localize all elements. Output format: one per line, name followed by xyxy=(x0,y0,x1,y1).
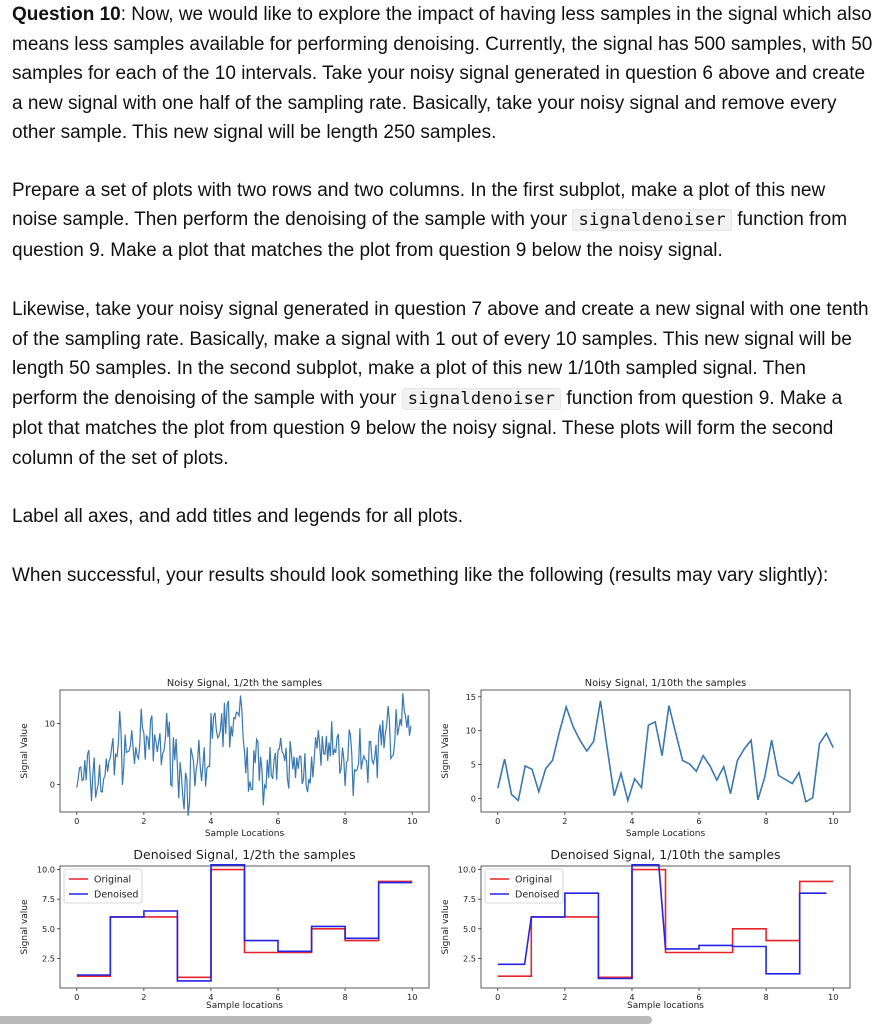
x-tick-label: 4 xyxy=(208,816,214,826)
x-tick-label: 8 xyxy=(763,992,769,1002)
x-tick-label: 2 xyxy=(141,992,147,1002)
x-tick-label: 6 xyxy=(696,992,702,1002)
x-axis-label-2: Sample locations xyxy=(205,1001,284,1011)
x-tick-label: 6 xyxy=(696,816,702,826)
y-tick-label: 0 xyxy=(470,793,476,804)
y-axis-label-1: Signal Value xyxy=(441,723,451,779)
x-tick-label: 10 xyxy=(407,992,418,1002)
x-tick-label: 8 xyxy=(342,992,348,1002)
p2-text-b: function from question 9. Make a plot that matches the plot from question 9 below the noisy signal. xyxy=(12,209,848,261)
x-tick-label: 4 xyxy=(208,992,214,1002)
x-tick-label: 6 xyxy=(275,816,281,826)
x-tick-label: 0 xyxy=(495,816,501,826)
y-tick-label: 10 xyxy=(44,718,55,729)
x-axis-label-1: Sample Locations xyxy=(625,829,706,839)
y-tick-label: 7.5 xyxy=(41,894,55,905)
y-tick-label: 15 xyxy=(465,691,476,702)
y-tick-label: 2.5 xyxy=(462,953,476,964)
paragraph-2 xyxy=(12,176,874,266)
p3-text-b: function from question 9. Make a plot that matches the plot from question 9 below the noisy signal. These plots will form the second column of the set of plots. xyxy=(12,387,843,469)
paragraph-intro xyxy=(12,0,874,148)
x-axis-label-3: Sample locations xyxy=(626,1001,705,1011)
chart-title-3: Denoised Signal, 1/10th the samples xyxy=(550,847,781,862)
x-tick-label: 2 xyxy=(562,816,568,826)
y-tick-label: 5 xyxy=(470,759,476,770)
p2-text-a: Prepare a set of plots with two rows and two columns. In the first subplot, make a plot of this new noise sample. Then perform the denoising of the sample with your xyxy=(12,179,826,230)
y-tick-label: 7.5 xyxy=(462,894,476,905)
x-tick-label: 0 xyxy=(74,816,80,826)
axes-frame-1 xyxy=(481,690,850,812)
x-tick-label: 2 xyxy=(141,816,147,826)
p3-text-a: Likewise, take your noisy signal generated in question 7 above and create a new signal with one tenth of the sampling rate. Basically, make a signal with 1 out of every 10 samples. This new signal will be length 50 samples. In the second subplot, make a plot of this new 1/10th sampled signal. Then perform the denoising of the sample with your xyxy=(12,299,869,409)
x-tick-label: 6 xyxy=(275,992,281,1002)
code-signaldenoiser: signaldenoiser xyxy=(572,209,732,231)
y-tick-label: 5.0 xyxy=(41,923,55,934)
y-tick-label: 5.0 xyxy=(462,923,476,934)
y-tick-label: 0 xyxy=(49,779,55,790)
legend-label-denoised: Denoised xyxy=(515,889,560,901)
question-text xyxy=(12,0,874,590)
code-signaldenoiser-2: signaldenoiser xyxy=(402,388,562,410)
x-tick-label: 10 xyxy=(828,992,839,1002)
y-axis-label-0: Signal Value xyxy=(20,723,30,779)
chart-title-1: Noisy Signal, 1/10th the samples xyxy=(584,678,747,689)
paragraph-5: When successful, your results should look something like the following (results may vary slightly): xyxy=(12,564,829,586)
y-tick-label: 10 xyxy=(465,725,476,736)
x-tick-label: 8 xyxy=(342,816,348,826)
chart-title-2: Denoised Signal, 1/2th the samples xyxy=(133,847,356,862)
y-tick-label: 10.0 xyxy=(457,864,476,875)
x-tick-label: 4 xyxy=(629,992,635,1002)
x-tick-label: 0 xyxy=(74,992,80,1002)
chart-title-0: Noisy Signal, 1/2th the samples xyxy=(166,678,323,689)
series-line-noisy xyxy=(498,701,833,802)
question-number: Question 10 xyxy=(12,4,121,25)
series-line-noisy xyxy=(77,693,411,816)
y-axis-label-3: Signal value xyxy=(441,899,451,955)
x-tick-label: 4 xyxy=(629,816,635,826)
y-axis-label-2: Signal value xyxy=(20,899,30,955)
x-tick-label: 8 xyxy=(763,816,769,826)
x-tick-label: 10 xyxy=(828,816,839,826)
legend-label-denoised: Denoised xyxy=(94,889,139,901)
x-tick-label: 10 xyxy=(407,816,418,826)
legend-label-original: Original xyxy=(94,874,132,886)
figure-subplots xyxy=(0,665,883,1017)
y-tick-label: 10.0 xyxy=(36,864,55,875)
y-tick-label: 2.5 xyxy=(41,953,55,964)
x-tick-label: 0 xyxy=(495,992,501,1002)
horizontal-scrollbar[interactable] xyxy=(0,1016,652,1024)
x-tick-label: 2 xyxy=(562,992,568,1002)
paragraph-4: Label all axes, and add titles and legends for all plots. xyxy=(12,506,464,527)
intro-text: : Now, we would like to explore the impact of having less samples in the signal which also means less samples available for performing denoising. Currently, the signal has 500 samples, with 50 samples for each of the 10 intervals. Take your noisy signal generated in question 6 above and create a new signal with one half of the sampling rate. Basically, take your noisy signal and remove every other sample. This new signal will be length 250 samples. xyxy=(12,4,873,143)
x-axis-label-0: Sample Locations xyxy=(204,829,285,839)
legend-label-original: Original xyxy=(515,874,553,886)
paragraph-3 xyxy=(12,295,874,473)
